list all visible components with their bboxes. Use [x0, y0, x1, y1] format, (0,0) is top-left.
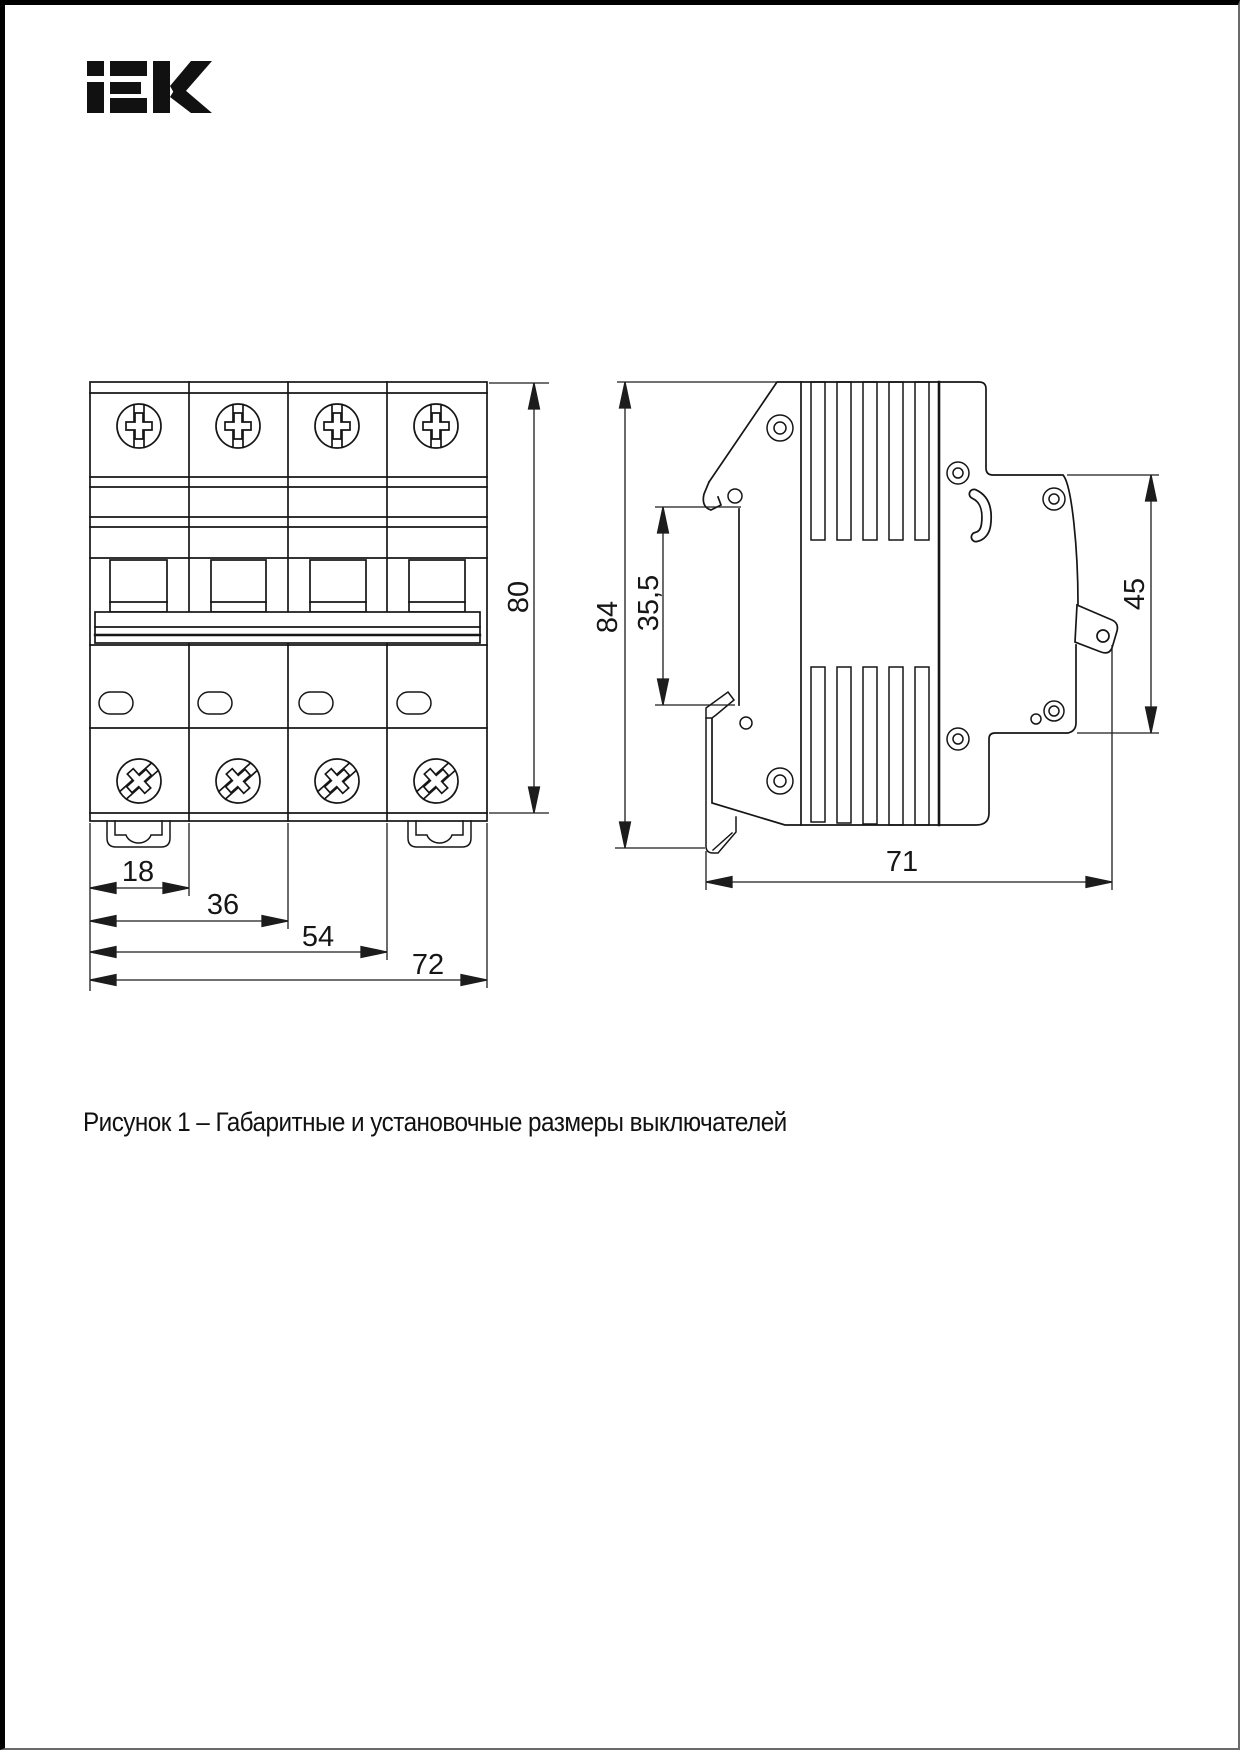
terminal-screw-icon-bottom-3 — [306, 750, 368, 812]
dim-label-height-80: 80 — [503, 580, 536, 614]
terminal-screw-icon-top-2 — [216, 404, 260, 448]
dim-label-18: 18 — [121, 856, 155, 888]
front-view-dimensions — [90, 383, 549, 991]
terminal-screw-icon-bottom-1 — [108, 750, 170, 812]
curved-slot — [974, 494, 987, 537]
side-terminal-lug — [1075, 605, 1117, 653]
figure-caption: Рисунок 1 – Габаритные и установочные размеры выключателей — [83, 1107, 787, 1137]
terminal-screw-icon-top-1 — [117, 404, 161, 448]
dim-label-45: 45 — [1119, 577, 1152, 611]
terminal-screw-icon-top-4 — [414, 404, 458, 448]
din-clip-front-right — [408, 821, 471, 847]
dim-label-35-5: 35,5 — [633, 574, 666, 632]
din-clip-front-left — [107, 821, 170, 847]
marking-windows — [99, 692, 431, 714]
dim-label-71: 71 — [885, 846, 919, 878]
technical-drawing — [5, 5, 1240, 1750]
side-body-outline-lower — [712, 645, 1076, 825]
dim-label-54: 54 — [301, 921, 335, 953]
terminal-screw-icon-top-3 — [315, 404, 359, 448]
pivot-pin-holes — [728, 489, 1041, 729]
terminal-screw-icon-bottom-4 — [405, 750, 467, 812]
toggle-tie-bar — [95, 612, 480, 643]
dim-label-height-84: 84 — [592, 600, 625, 634]
dim-label-36: 36 — [206, 889, 240, 921]
front-view — [90, 382, 487, 847]
side-view — [703, 382, 1117, 853]
side-body-outline-upper — [709, 382, 1078, 604]
din-catch-top — [703, 482, 721, 510]
vent-slots-top — [811, 382, 929, 540]
din-clip-side — [706, 692, 736, 853]
vent-slots-bottom — [811, 667, 929, 825]
dim-label-72: 72 — [411, 949, 445, 981]
terminal-screw-icon-bottom-2 — [207, 750, 269, 812]
